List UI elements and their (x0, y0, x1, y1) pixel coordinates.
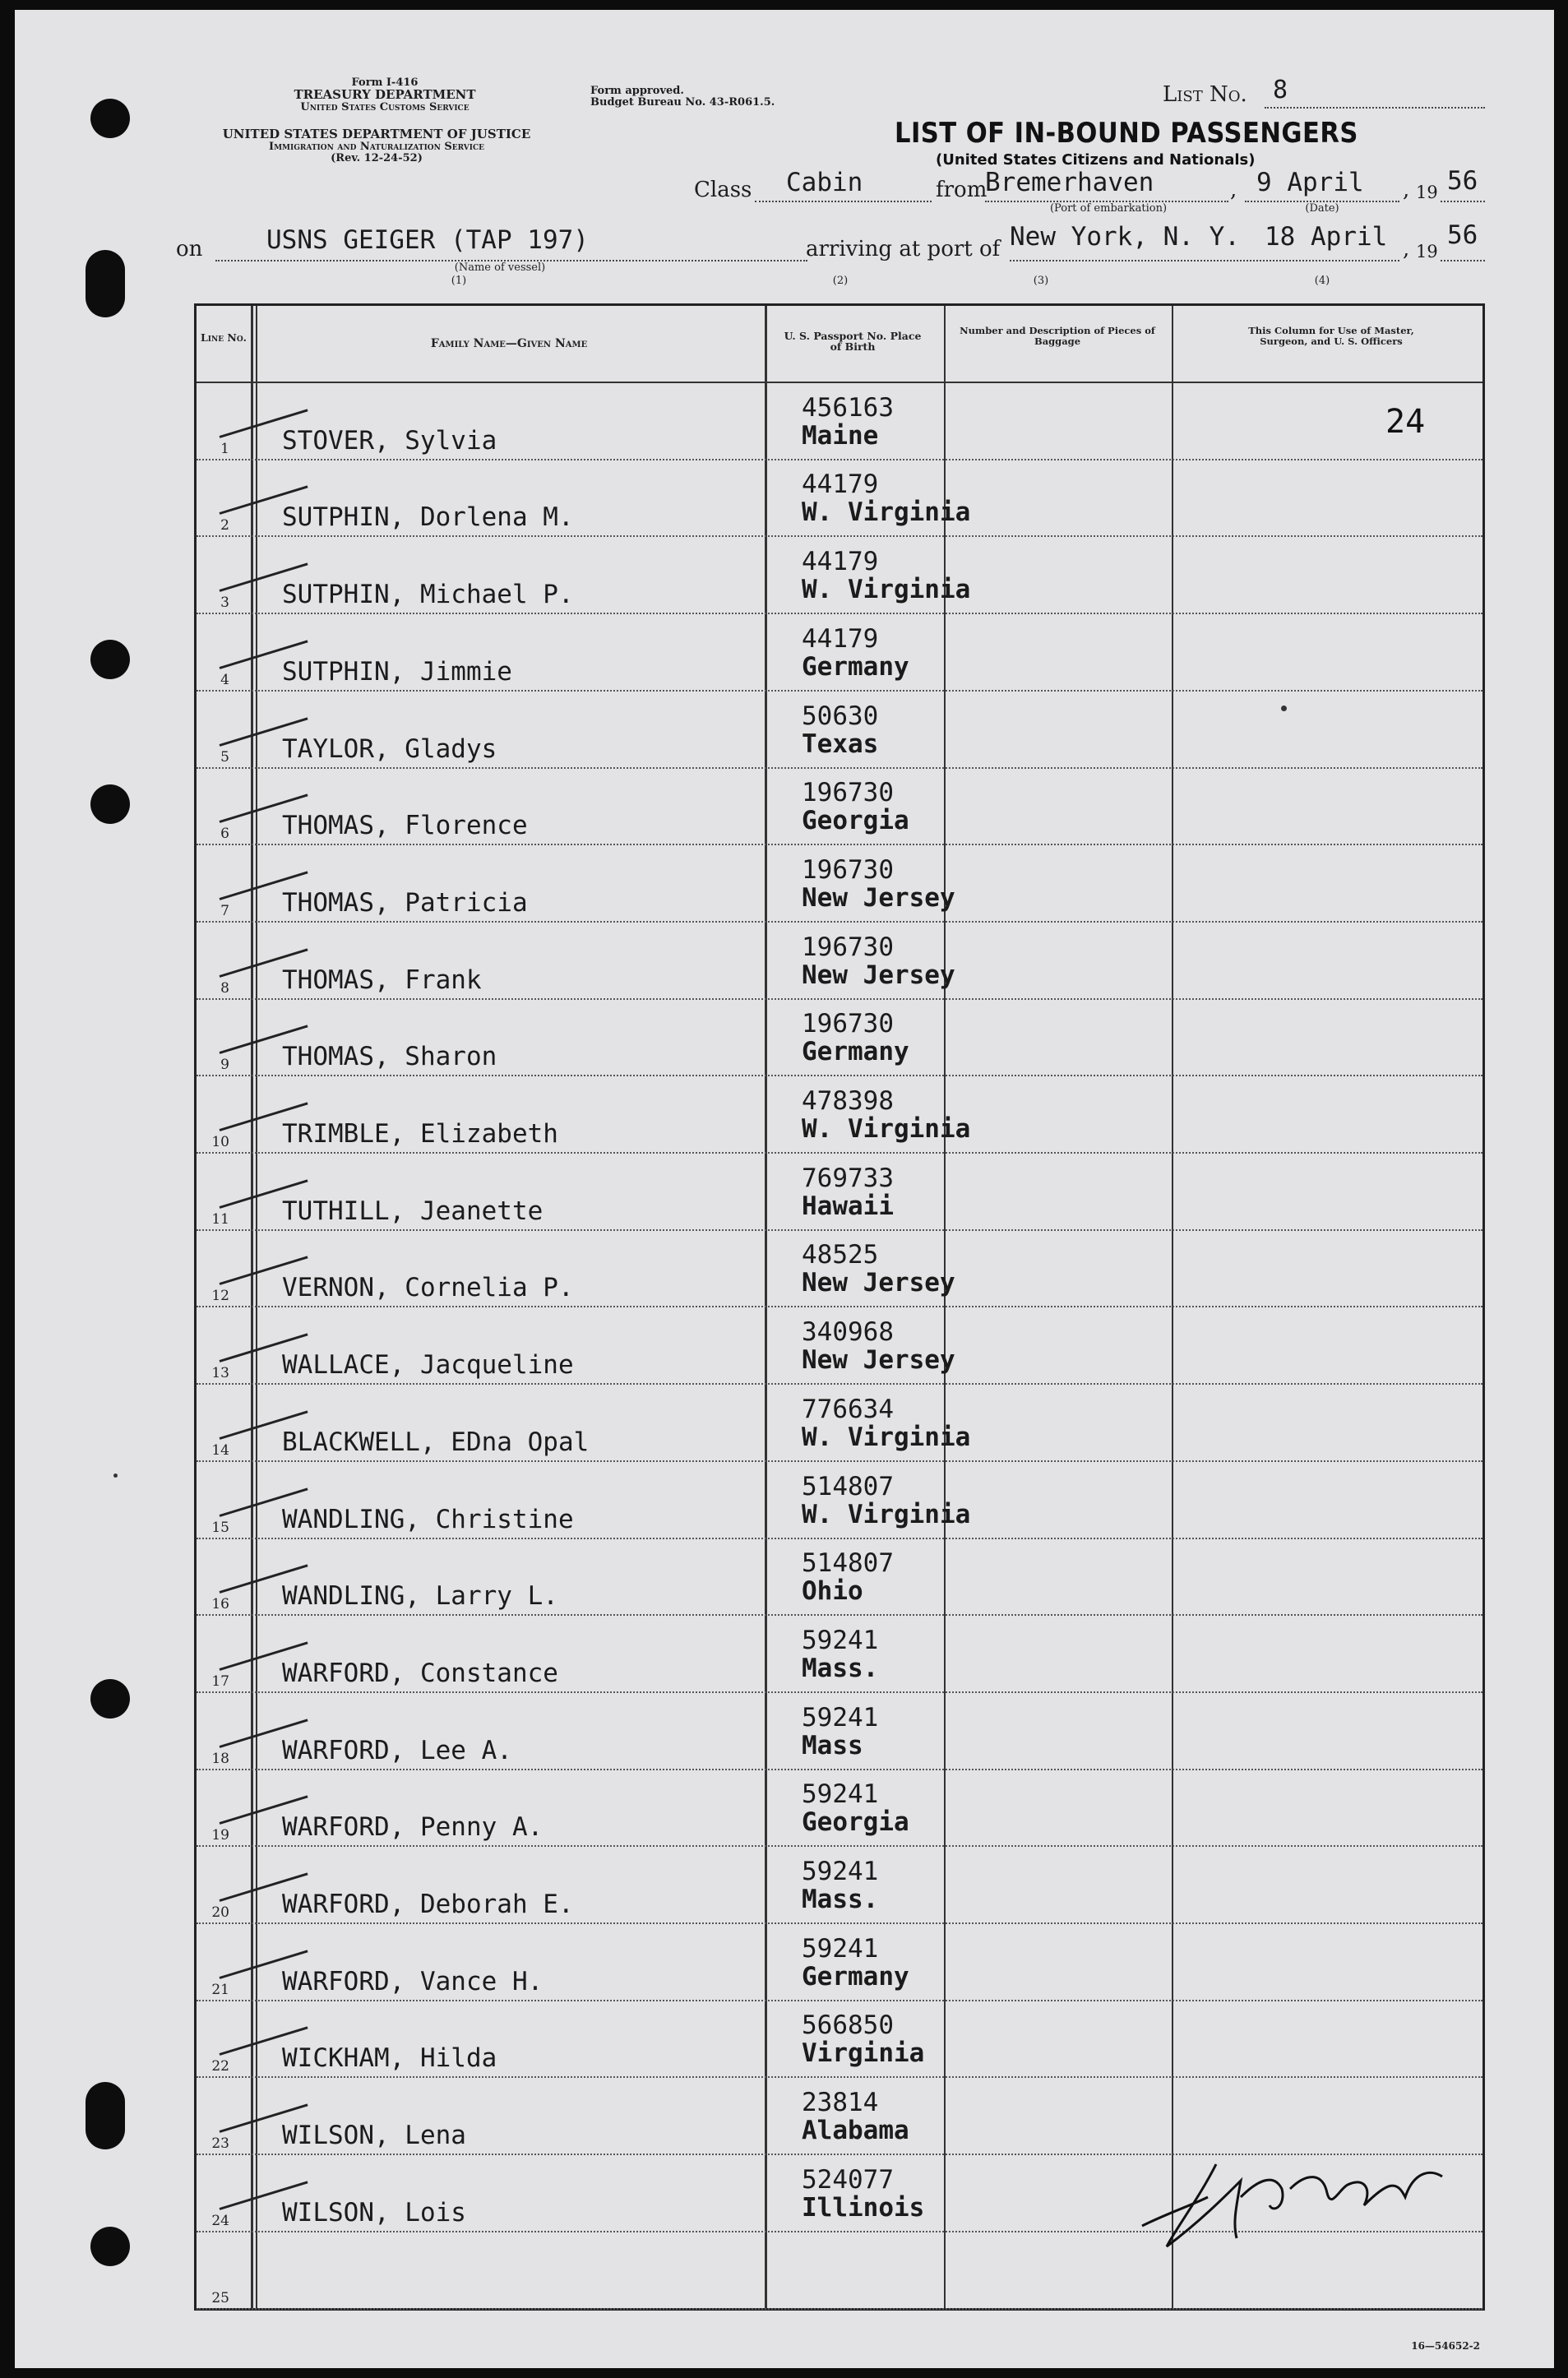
list-no-label: List No. (1163, 82, 1247, 107)
place-of-birth: W. Virginia (802, 1422, 971, 1452)
passenger-name: SUTPHIN, Michael P. (282, 580, 574, 610)
treasury-dept: TREASURY DEPARTMENT (294, 87, 476, 102)
line-number: 19 (211, 1827, 229, 1844)
passenger-name: STOVER, Sylvia (282, 425, 497, 456)
place-of-birth: New Jersey (802, 1268, 955, 1298)
row-rule (197, 2308, 1482, 2310)
passport-number: 340968 (802, 1317, 894, 1348)
passport-number: 44179 (802, 623, 879, 654)
place-of-birth: W. Virginia (802, 1114, 971, 1144)
line-number: 12 (211, 1288, 229, 1305)
line-number: 23 (211, 2135, 229, 2153)
officer-count-note: 24 (1385, 403, 1426, 441)
row-rule (197, 1614, 1482, 1616)
passport-number: 769733 (802, 1163, 894, 1193)
col-index-2: (2) (832, 275, 849, 287)
place-of-birth: Mass. (802, 1885, 879, 1914)
line-number: 24 (211, 2212, 229, 2229)
arrival-year-line (1441, 260, 1485, 261)
passenger-name: THOMAS, Florence (282, 811, 528, 841)
customs-service: United States Customs Service (300, 101, 469, 113)
list-no-line (1265, 107, 1485, 109)
passport-number: 59241 (802, 1857, 879, 1886)
line-number: 21 (211, 1981, 229, 1998)
on-label: on (176, 237, 203, 261)
class-line (755, 201, 932, 202)
place-of-birth: Ohio (802, 1576, 863, 1607)
row-rule (197, 767, 1482, 769)
class-value: Cabin (786, 168, 863, 197)
passenger-name: WARFORD, Lee A. (282, 1735, 512, 1765)
header-baggage: Number and Description of Pieces of Baggage (960, 325, 1155, 347)
line-number: 1 (220, 440, 229, 457)
line-number: 11 (211, 1210, 229, 1228)
place-of-birth: Georgia (802, 806, 909, 836)
binder-hole (90, 784, 130, 824)
passenger-name: SUTPHIN, Dorlena M. (282, 502, 574, 533)
binder-hole (86, 250, 125, 317)
line-number: 20 (211, 1904, 229, 1921)
from-label: from (936, 178, 988, 202)
passenger-name: THOMAS, Frank (282, 965, 482, 995)
binder-hole (90, 640, 130, 679)
list-no-value: 8 (1273, 76, 1288, 104)
line-number: 2 (220, 517, 229, 534)
place-of-birth: Mass. (802, 1653, 879, 1683)
officer-signature (1117, 2148, 1463, 2263)
row-rule (197, 535, 1482, 537)
row-rule (197, 1769, 1482, 1770)
class-label: Class (694, 178, 752, 202)
row-rule (197, 1383, 1482, 1385)
line-number: 9 (220, 1057, 229, 1074)
binder-hole (90, 99, 130, 138)
passenger-name: THOMAS, Sharon (282, 1042, 497, 1072)
arriving-label: arriving at port of (806, 237, 1001, 261)
line-number: 8 (220, 979, 229, 997)
passenger-name: WILSON, Lena (282, 2121, 466, 2151)
place-of-birth: W. Virginia (802, 1499, 971, 1529)
col-index-1: (1) (451, 275, 467, 287)
passenger-name: WICKHAM, Hilda (282, 2043, 497, 2074)
passenger-name: WILSON, Lois (282, 2197, 466, 2228)
line-number: 13 (211, 1365, 229, 1382)
place-of-birth: Maine (802, 420, 879, 451)
passport-number: 776634 (802, 1394, 894, 1424)
date-caption: (Date) (1305, 202, 1339, 215)
place-of-birth: New Jersey (802, 1345, 955, 1376)
row-rule (197, 1922, 1482, 1924)
binder-hole (90, 1679, 130, 1719)
vessel-value: USNS GEIGER (TAP 197) (266, 225, 589, 255)
place-of-birth: Georgia (802, 1807, 909, 1838)
form-approved: Form approved. (590, 85, 684, 97)
place-of-birth: Texas (802, 729, 879, 759)
row-rule (197, 613, 1482, 614)
row-rule (197, 1152, 1482, 1154)
row-rule (197, 459, 1482, 460)
comma: , (1403, 237, 1410, 261)
form-number: Form I-416 (351, 76, 419, 89)
header-passport: U. S. Passport No. Place of Birth (784, 330, 922, 353)
passenger-name: TRIMBLE, Elizabeth (282, 1119, 558, 1149)
passport-number: 59241 (802, 1625, 879, 1655)
passport-number: 196730 (802, 932, 894, 962)
line-number: 14 (211, 1441, 229, 1459)
arrival-port-value: New York, N. Y. (1010, 222, 1240, 252)
passport-number: 44179 (802, 547, 879, 577)
passport-number: 456163 (802, 392, 894, 423)
passenger-name: WARFORD, Vance H. (282, 1966, 543, 1996)
page-subtitle: (United States Citizens and Nationals) (936, 151, 1256, 169)
row-rule (197, 1691, 1482, 1693)
arrival-line (1010, 260, 1399, 261)
header-officers: This Column for Use of Master, Surgeon, and U. S. Officers (1248, 325, 1414, 347)
passenger-name: WANDLING, Christine (282, 1504, 574, 1534)
embark-date-value: 9 April (1256, 168, 1364, 197)
revision: (Rev. 12-24-52) (331, 152, 423, 164)
place-of-birth: Germany (802, 1037, 909, 1067)
passenger-name: SUTPHIN, Jimmie (282, 656, 512, 687)
row-rule (197, 921, 1482, 923)
row-rule (197, 690, 1482, 692)
justice-dept: UNITED STATES DEPARTMENT OF JUSTICE (222, 127, 531, 141)
header-line-no: Line No. (200, 331, 247, 344)
place-of-birth: Illinois (802, 2192, 925, 2223)
line-number: 16 (211, 1596, 229, 1613)
line-number: 6 (220, 826, 229, 843)
passport-number: 48525 (802, 1240, 879, 1270)
row-rule (197, 2076, 1482, 2078)
passport-number: 44179 (802, 470, 879, 500)
passenger-name: THOMAS, Patricia (282, 887, 528, 918)
passenger-name: WANDLING, Larry L. (282, 1581, 558, 1612)
binder-hole (90, 2227, 130, 2266)
passenger-table (194, 303, 1485, 2311)
line-number: 25 (211, 2289, 229, 2306)
header-name: Family Name—Given Name (430, 337, 588, 350)
page-speck (113, 1474, 118, 1478)
place-of-birth: New Jersey (802, 960, 955, 990)
place-of-birth: Mass (802, 1730, 863, 1760)
binder-hole (86, 2082, 125, 2149)
passenger-name: VERNON, Cornelia P. (282, 1273, 574, 1303)
passenger-name: TUTHILL, Jeanette (282, 1196, 543, 1226)
line-number: 18 (211, 1750, 229, 1767)
passenger-name: WALLACE, Jacqueline (282, 1350, 574, 1381)
passenger-name: TAYLOR, Gladys (282, 733, 497, 764)
line-number: 15 (211, 1519, 229, 1536)
header-rule (197, 382, 1482, 383)
passenger-name: WARFORD, Constance (282, 1658, 558, 1688)
passport-number: 59241 (802, 1933, 879, 1964)
passport-number: 566850 (802, 2010, 894, 2041)
print-code: 16—54652-2 (1411, 2340, 1480, 2352)
embark-year-value: 56 (1447, 166, 1478, 196)
vessel-caption: (Name of vessel) (454, 261, 546, 274)
place-of-birth: Germany (802, 651, 909, 682)
place-of-birth: Alabama (802, 2116, 909, 2146)
passport-number: 59241 (802, 1702, 879, 1733)
embark-port-caption: (Port of embarkation) (1049, 202, 1168, 215)
passport-number: 196730 (802, 854, 894, 885)
page-speck (1281, 706, 1287, 711)
comma: , (1403, 178, 1410, 202)
passenger-manifest-page (15, 10, 1554, 2368)
passport-number: 514807 (802, 1471, 894, 1501)
row-rule (197, 1845, 1482, 1847)
page-title: LIST OF IN-BOUND PASSENGERS (895, 117, 1358, 150)
row-rule (197, 2000, 1482, 2001)
arrival-year-value: 56 (1447, 220, 1478, 250)
row-rule (197, 998, 1482, 1000)
row-rule (197, 1538, 1482, 1539)
passport-number: 196730 (802, 778, 894, 808)
passenger-name: WARFORD, Penny A. (282, 1812, 543, 1843)
place-of-birth: W. Virginia (802, 497, 971, 528)
ins-service: Immigration and Naturalization Service (268, 141, 484, 153)
row-rule (197, 1229, 1482, 1231)
passport-number: 524077 (802, 2164, 894, 2195)
row-rule (197, 1460, 1482, 1462)
passenger-name: WARFORD, Deborah E. (282, 1890, 574, 1919)
line-number: 4 (220, 671, 229, 688)
line-number: 17 (211, 1672, 229, 1690)
year-prefix: 19 (1416, 183, 1438, 202)
passport-number: 50630 (802, 701, 879, 731)
col-index-3: (3) (1033, 275, 1049, 287)
line-number: 7 (220, 902, 229, 919)
passport-number: 514807 (802, 1548, 894, 1579)
embark-year-line (1441, 201, 1485, 202)
row-rule (197, 1306, 1482, 1307)
line-number: 5 (220, 748, 229, 766)
col-index-4: (4) (1314, 275, 1330, 287)
embark-port-value: Bremerhaven (985, 168, 1154, 197)
place-of-birth: New Jersey (802, 882, 955, 913)
line-number: 3 (220, 594, 229, 612)
passport-number: 196730 (802, 1009, 894, 1039)
comma: , (1230, 178, 1237, 202)
passport-number: 23814 (802, 2088, 879, 2118)
line-number: 10 (211, 1134, 229, 1150)
row-rule (197, 844, 1482, 845)
row-rule (197, 1075, 1482, 1076)
year-prefix: 19 (1416, 242, 1438, 261)
budget-bureau: Budget Bureau No. 43-R061.5. (590, 96, 775, 109)
passenger-name: BLACKWELL, EDna Opal (282, 1427, 590, 1457)
passport-number: 59241 (802, 1779, 879, 1810)
line-number: 22 (211, 2058, 229, 2075)
place-of-birth: Hawaii (802, 1191, 894, 1221)
place-of-birth: Germany (802, 1961, 909, 1992)
passport-number: 478398 (802, 1086, 894, 1116)
place-of-birth: W. Virginia (802, 575, 971, 605)
place-of-birth: Virginia (802, 2038, 925, 2069)
arrival-date-value: 18 April (1265, 222, 1388, 252)
